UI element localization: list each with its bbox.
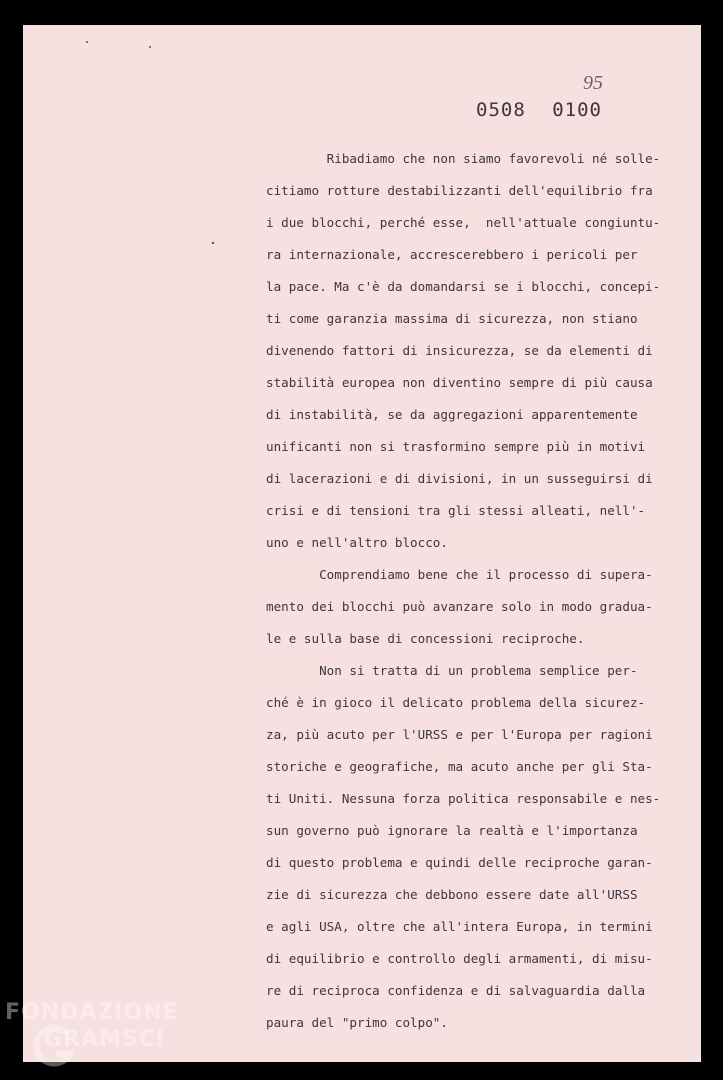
text-line: Comprendiamo bene che il processo di supera- — [266, 567, 653, 582]
text-line: le e sulla base di concessioni reciproche. — [266, 631, 585, 646]
watermark-line1: FONDAZIONE — [5, 1000, 179, 1025]
text-line: zie di sicurezza che debbono essere date all'URSS — [266, 887, 638, 902]
text-line: i due blocchi, perché esse, nell'attuale congiuntu- — [266, 215, 661, 230]
speck — [86, 41, 88, 43]
text-line: sun governo può ignorare la realtà e l'importanza — [266, 823, 638, 838]
typed-text-body — [266, 143, 661, 1039]
text-line: divenendo fattori di insicurezza, se da elementi di — [266, 343, 653, 358]
watermark-line2: GRAMSCI — [44, 1027, 166, 1052]
text-line: mento dei blocchi può avanzare solo in modo gradua- — [266, 599, 653, 614]
text-line: di lacerazioni e di divisioni, in un susseguirsi di — [266, 471, 653, 486]
text-line: di instabilità, se da aggregazioni apparentemente — [266, 407, 638, 422]
text-line: la pace. Ma c'è da domandarsi se i blocchi, concepi- — [266, 279, 661, 294]
text-line: uno e nell'altro blocco. — [266, 535, 448, 550]
text-line: unificanti non si trasformino sempre più in motivi — [266, 439, 646, 454]
text-line: ra internazionale, accrescerebbero i pericoli per — [266, 247, 638, 262]
speck — [149, 46, 151, 48]
text-line: re di reciproca confidenza e di salvaguardia dalla — [266, 983, 646, 998]
text-line: ti come garanzia massima di sicurezza, non stiano — [266, 311, 638, 326]
archive-code: 0508 0100 — [476, 99, 602, 121]
text-line: di equilibrio e controllo degli armamenti, di misu- — [266, 951, 653, 966]
text-line: ché è in gioco il delicato problema della sicurez- — [266, 695, 646, 710]
text-line: di questo problema e quindi delle reciproche garan- — [266, 855, 653, 870]
text-line: e agli USA, oltre che all'intera Europa, in termini — [266, 919, 653, 934]
folio-number: 95 — [583, 72, 603, 94]
document-page — [23, 25, 701, 1062]
text-line: storiche e geografiche, ma acuto anche per gli Sta- — [266, 759, 653, 774]
speck — [212, 242, 214, 244]
text-line: ti Uniti. Nessuna forza politica responsabile e nes- — [266, 791, 661, 806]
text-line: stabilità europea non diventino sempre di più causa — [266, 375, 653, 390]
text-line: Non si tratta di un problema semplice per- — [266, 663, 638, 678]
text-line: crisi e di tensioni tra gli stessi alleati, nell'- — [266, 503, 646, 518]
text-line: citiamo rotture destabilizzanti dell'equilibrio fra — [266, 183, 653, 198]
text-line: paura del "primo colpo". — [266, 1015, 448, 1030]
text-line: za, più acuto per l'URSS e per l'Europa per ragioni — [266, 727, 653, 742]
text-line: Ribadiamo che non siamo favorevoli né solle- — [266, 151, 661, 166]
